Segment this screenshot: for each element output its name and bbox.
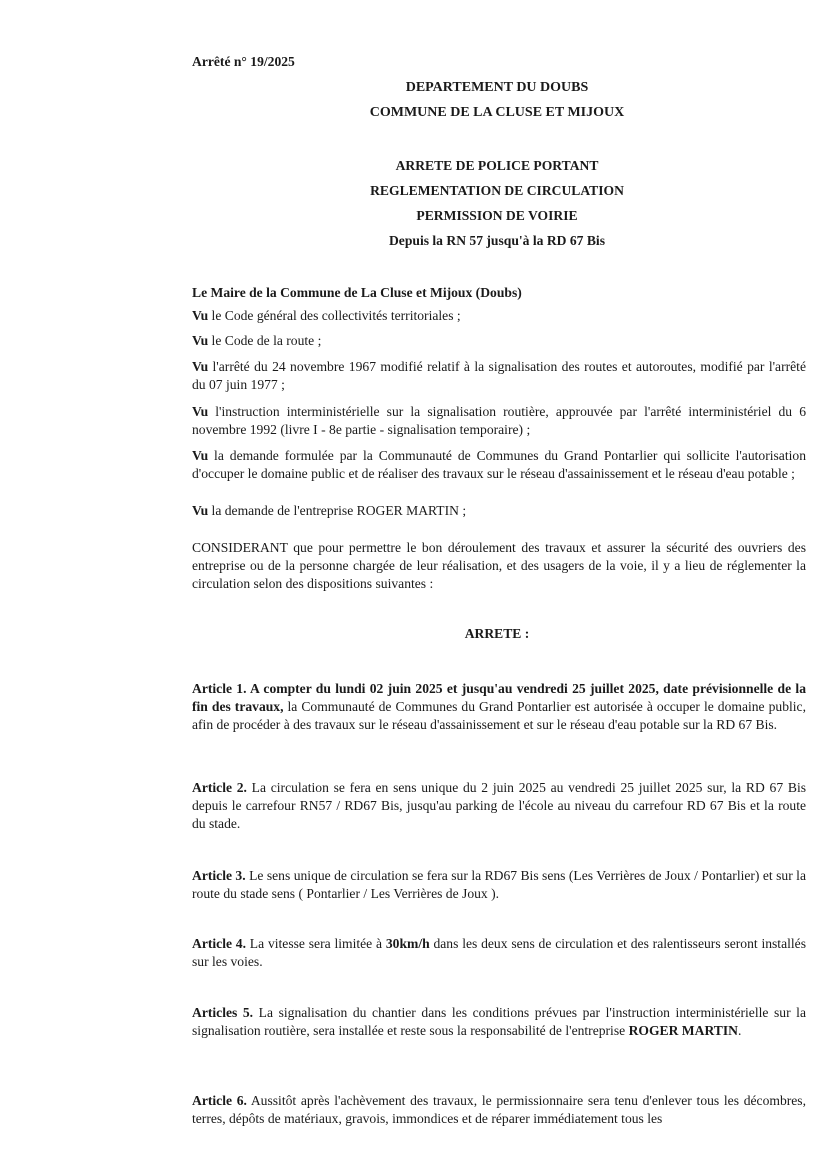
title-line-1: ARRETE DE POLICE PORTANT (395, 158, 599, 173)
commune: COMMUNE DE LA CLUSE ET MIJOUX (369, 105, 625, 120)
vu-4: Vu l'instruction interministérielle sur la signalisation routière, approuvée par l'arrêté interministériel du 6 novembre 1992 (livre I - 8e partie - signalisation temporaire) ; (192, 404, 806, 437)
article-3: Article 3. Le sens unique de circulation se fera sur la RD67 Bis sens (Les Verrières de Joux / Pontarlier) et sur la route du stade sens ( Pontarlier / Les Verrières de Joux ). (192, 868, 806, 901)
title-line-3: PERMISSION DE VOIRIE (416, 208, 578, 223)
article-2: Article 2. La circulation se fera en sens unique du 2 juin 2025 au vendredi 25 juillet 2025 sur, la RD 67 Bis depuis le carrefour RN57 / RD67 Bis, jusqu'au parking de l'école au niveau du carrefour RD 67 Bis et la route du stade. (192, 780, 807, 831)
vu-2: Vu le Code de la route ; (192, 333, 322, 348)
considerant: CONSIDERANT que pour permettre le bon déroulement des travaux et assurer la sécurité des ouvriers des entreprise ou de la personne chargée de leur réalisation, et des usagers de la voie, il y a lieu de réglementer la circulation selon des dispositions suivantes : (192, 540, 806, 591)
article-1: Article 1. A compter du lundi 02 juin 2025 et jusqu'au vendredi 25 juillet 2025, date prévisionnelle de la fin des travaux, la Communauté de Communes du Grand Pontarlier est autorisée à occuper le domaine public, afin de procéder à des travaux sur le réseau d'assainissement et sur le réseau d'eau potable sur la RD 67 Bis. (192, 681, 806, 732)
vu-5: Vu la demande formulée par la Communauté de Communes du Grand Pontarlier qui sollicite l'autorisation d'occuper le domaine public et de réaliser des travaux sur le réseau d'assainissement et le réseau d'eau potable ; (192, 448, 806, 481)
article-5: Articles 5. La signalisation du chantier dans les conditions prévues par l'instruction interministérielle sur la signalisation routière, sera installée et reste sous la responsabilité de l'entreprise ROGER MARTIN. (192, 1005, 806, 1038)
arrete-number: Arrêté n° 19/2025 (192, 54, 295, 69)
maire-heading: Le Maire de la Commune de La Cluse et Mijoux (Doubs) (192, 285, 522, 300)
title-line-2: REGLEMENTATION DE CIRCULATION (370, 183, 624, 198)
vu-6: Vu la demande de l'entreprise ROGER MARTIN ; (192, 503, 467, 518)
department: DEPARTEMENT DU DOUBS (405, 80, 589, 95)
vu-3: Vu l'arrêté du 24 novembre 1967 modifié relatif à la signalisation des routes et autoroutes, modifié par l'arrêté du 07 juin 1977 ; (192, 359, 806, 392)
vu-1: Vu le Code général des collectivités territoriales ; (192, 308, 461, 323)
article-4: Article 4. La vitesse sera limitée à 30km/h dans les deux sens de circulation et des ralentisseurs seront installés sur les voies. (192, 936, 806, 969)
article-6: Article 6. Aussitôt après l'achèvement des travaux, le permissionnaire sera tenu d'enlever tous les décombres, terres, dépôts de matériaux, gravois, immondices et de réparer immédiatement tous les (192, 1093, 806, 1126)
subtitle: Depuis la RN 57 jusqu'à la RD 67 Bis (388, 233, 606, 248)
arrete-heading: ARRETE : (464, 626, 530, 641)
